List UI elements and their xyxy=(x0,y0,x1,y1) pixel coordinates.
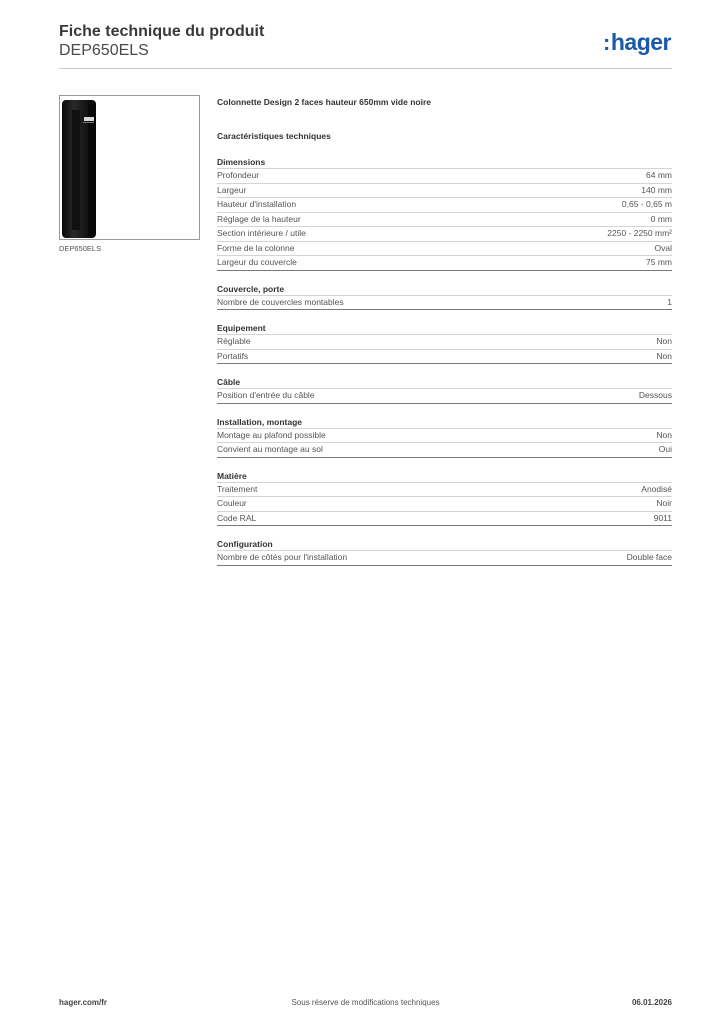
spec-row xyxy=(217,389,672,404)
spec-row xyxy=(217,213,672,228)
spec-value: Oui xyxy=(658,444,672,454)
spec-value: Anodisé xyxy=(641,483,672,494)
spec-sections xyxy=(217,156,672,566)
column-product-icon xyxy=(60,96,199,239)
spec-section xyxy=(217,156,672,271)
spec-row xyxy=(217,512,672,527)
spec-row xyxy=(217,227,672,242)
spec-value: Noir xyxy=(656,498,672,508)
spec-label: Réglable xyxy=(217,336,251,346)
spec-row xyxy=(217,198,672,213)
spec-row xyxy=(217,169,672,184)
spec-value: 64 mm xyxy=(646,170,672,180)
spec-label: Convient au montage au sol xyxy=(217,444,323,454)
product-image-frame xyxy=(59,95,200,240)
spec-label: Largeur xyxy=(217,184,247,195)
spec-row xyxy=(217,497,672,512)
spec-row xyxy=(217,184,672,199)
spec-label: Nombre de couvercles montables xyxy=(217,296,344,307)
spec-label: Montage au plafond possible xyxy=(217,429,326,440)
document-header xyxy=(59,22,264,60)
spec-label: Largeur du couvercle xyxy=(217,257,297,267)
spec-label: Code RAL xyxy=(217,512,257,523)
logo-text: hager xyxy=(610,29,671,55)
spec-row xyxy=(217,429,672,444)
section-title: Equipement xyxy=(217,322,672,335)
technical-specs-heading: Caractéristiques techniques xyxy=(217,131,331,141)
spec-label: Position d'entrée du câble xyxy=(217,390,315,400)
spec-value: Non xyxy=(656,336,672,346)
spec-value: 1 xyxy=(667,296,672,307)
spec-row xyxy=(217,483,672,498)
section-title: Matière xyxy=(217,470,672,483)
spec-value: Non xyxy=(656,429,672,440)
spec-section xyxy=(217,416,672,458)
spec-label: Couleur xyxy=(217,498,247,508)
product-code: DEP650ELS xyxy=(59,42,149,59)
spec-section xyxy=(217,470,672,527)
image-caption: DEP650ELS xyxy=(59,244,102,253)
spec-row xyxy=(217,242,672,257)
spec-label: Réglage de la hauteur xyxy=(217,213,301,224)
spec-row xyxy=(217,551,672,566)
section-title: Câble xyxy=(217,376,672,389)
spec-label: Hauteur d'installation xyxy=(217,199,297,209)
logo-dots-icon: : xyxy=(603,30,610,55)
section-title: Dimensions xyxy=(217,156,672,169)
product-description: Colonnette Design 2 faces hauteur 650mm vide noire xyxy=(217,97,431,107)
spec-label: Section intérieure / utile xyxy=(217,228,306,238)
section-title: Couvercle, porte xyxy=(217,283,672,296)
spec-section xyxy=(217,538,672,566)
spec-label: Nombre de côtés pour l'installation xyxy=(217,552,348,562)
spec-value: 140 mm xyxy=(641,184,672,195)
spec-value: Double face xyxy=(626,552,672,562)
spec-value: Oval xyxy=(654,242,672,253)
section-title: Configuration xyxy=(217,538,672,551)
spec-row xyxy=(217,350,672,365)
spec-row xyxy=(217,256,672,271)
section-title: Installation, montage xyxy=(217,416,672,429)
spec-row xyxy=(217,296,672,311)
footer-date: 06.01.2026 xyxy=(631,998,672,1007)
product-details xyxy=(217,96,672,566)
spec-value: 75 mm xyxy=(646,257,672,267)
spec-value: 9011 xyxy=(653,512,672,523)
spec-value: 0 mm xyxy=(650,213,672,224)
footer-website: hager.com/fr xyxy=(59,998,108,1007)
spec-value: Dessous xyxy=(638,390,672,400)
spec-value: Non xyxy=(656,350,672,361)
spec-label: Portatifs xyxy=(217,350,249,361)
footer-disclaimer: Sous réserve de modifications techniques xyxy=(291,998,440,1007)
spec-section xyxy=(217,283,672,311)
spec-row xyxy=(217,443,672,458)
spec-row xyxy=(217,335,672,350)
spec-label: Traitement xyxy=(217,483,258,494)
header-divider xyxy=(59,68,672,69)
spec-label: Profondeur xyxy=(217,170,260,180)
spec-section xyxy=(217,376,672,404)
spec-label: Forme de la colonne xyxy=(217,242,295,253)
spec-section xyxy=(217,322,672,364)
hager-logo xyxy=(603,29,671,56)
spec-value: 2250 - 2250 mm² xyxy=(607,228,672,238)
document-title: Fiche technique du produit xyxy=(59,23,265,40)
spec-value: 0,65 - 0,65 m xyxy=(621,199,672,209)
